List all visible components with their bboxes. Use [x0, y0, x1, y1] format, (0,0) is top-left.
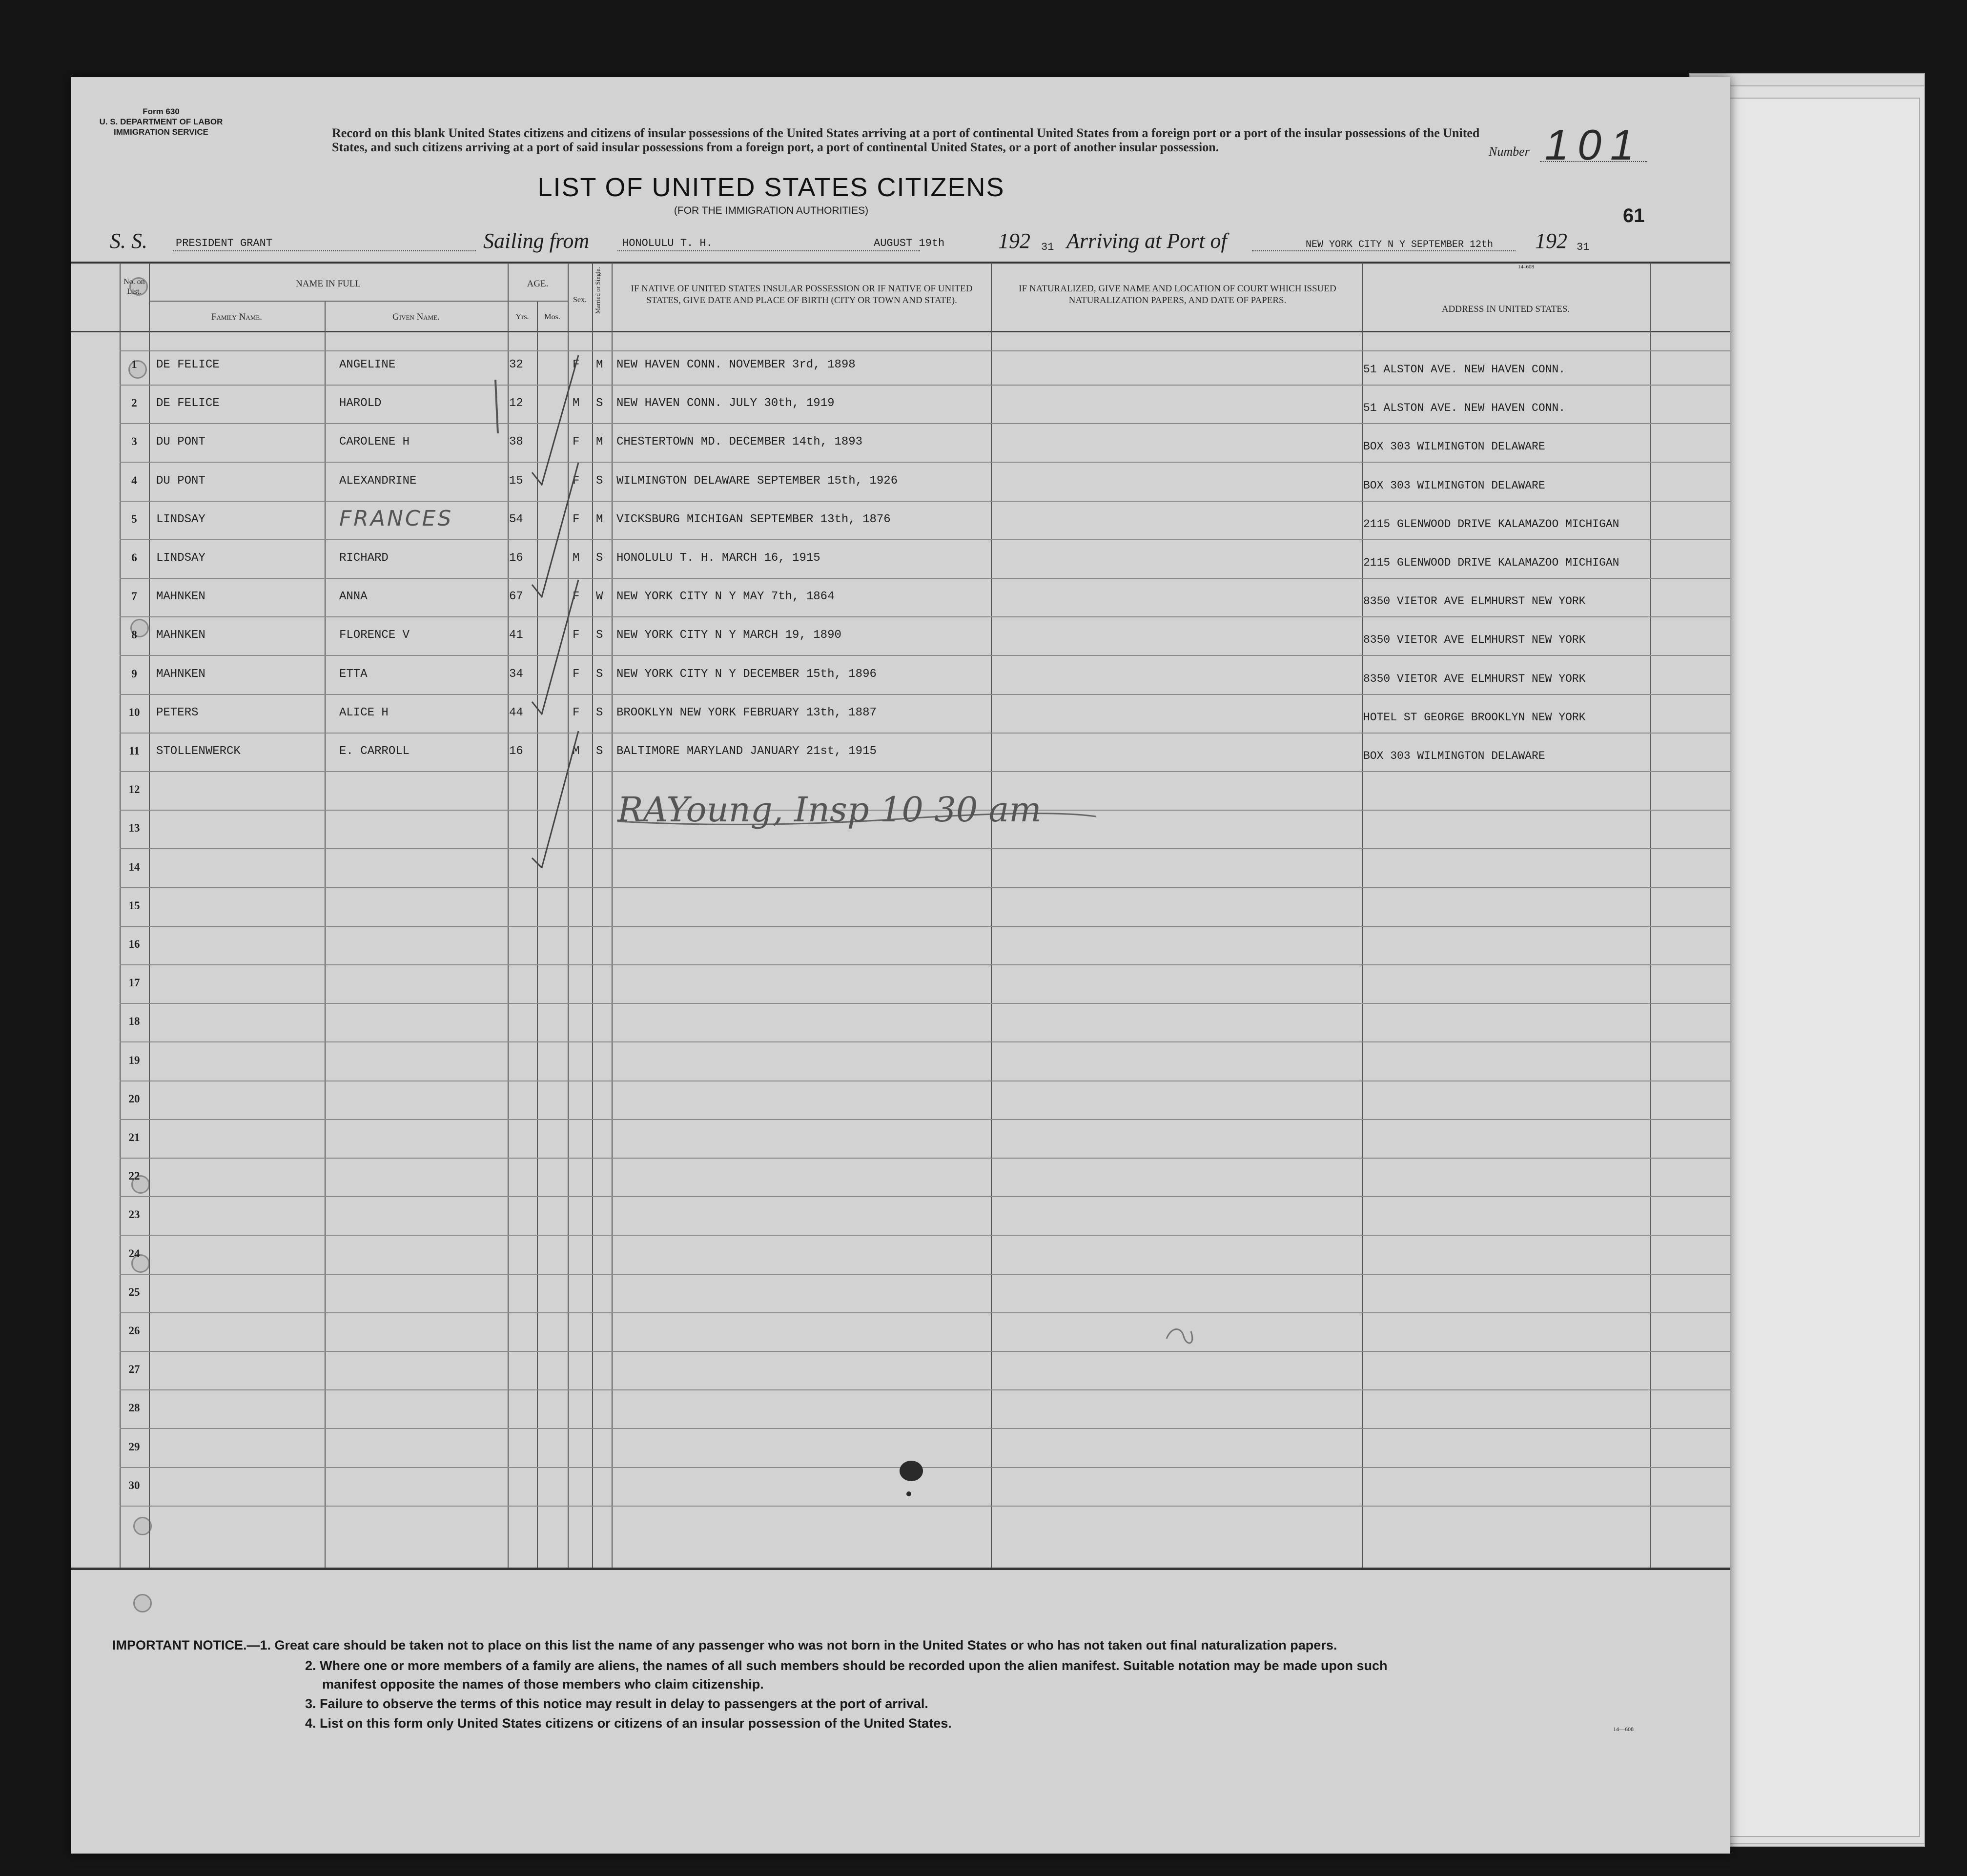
- row-number: 28: [128, 1402, 140, 1414]
- row-number: 18: [128, 1015, 140, 1027]
- address-cell: 51 ALSTON AVE. NEW HAVEN CONN.: [1363, 363, 1566, 376]
- family-name-cell: MAHNKEN: [156, 590, 205, 603]
- row-number: 12: [128, 783, 140, 795]
- address-cell: 8350 VIETOR AVE ELMHURST NEW YORK: [1363, 673, 1586, 685]
- marital-status-cell: M: [596, 358, 603, 371]
- header-bottom-rule: [71, 331, 1730, 332]
- family-name-cell: DU PONT: [156, 474, 205, 488]
- ship-name: PRESIDENT GRANT: [176, 237, 273, 249]
- row-number: 17: [128, 977, 140, 989]
- birthplace-cell: NEW YORK CITY N Y DECEMBER 15th, 1896: [616, 668, 877, 681]
- page-number: 61: [1623, 205, 1645, 226]
- sex-cell: F: [573, 668, 580, 681]
- col-line: [149, 263, 150, 1568]
- age-years-cell: 38: [509, 435, 523, 449]
- arriving-label: Arriving at Port of: [1066, 229, 1227, 253]
- row-rule: [120, 462, 1730, 463]
- row-rule: [120, 1351, 1730, 1352]
- sailing-date: AUGUST 19th: [874, 237, 945, 249]
- department-name: U. S. DEPARTMENT OF LABOR: [99, 117, 223, 126]
- given-name-cell: RICHARD: [339, 551, 389, 565]
- address-cell: 2115 GLENWOOD DRIVE KALAMAZOO MICHIGAN: [1363, 556, 1619, 569]
- notice-line-1: [112, 1638, 1337, 1653]
- row-number: 15: [128, 899, 140, 912]
- year-suffix-2: 31: [1577, 241, 1590, 253]
- address-cell: HOTEL ST GEORGE BROOKLYN NEW YORK: [1363, 711, 1586, 724]
- age-years-cell: 41: [509, 629, 523, 642]
- row-rule: [120, 1119, 1730, 1120]
- row-number: 9: [131, 668, 137, 680]
- number-label: Number: [1489, 144, 1530, 159]
- row-rule: [120, 1003, 1730, 1004]
- binder-hole: [133, 1594, 152, 1612]
- given-name-cell: FLORENCE V: [339, 629, 410, 642]
- row-number: 16: [128, 938, 140, 950]
- row-rule: [120, 848, 1730, 849]
- year-prefix-1: 192: [998, 229, 1030, 253]
- given-name-cell: CAROLENE H: [339, 435, 410, 449]
- header-family-name: Family Name.: [211, 312, 262, 322]
- arriving-port-line: [1252, 250, 1516, 251]
- manifest-sheet: [71, 77, 1730, 1854]
- row-number: 1: [131, 358, 137, 370]
- row-rule: [120, 694, 1730, 695]
- age-years-cell: 12: [509, 397, 523, 410]
- notice-lead: IMPORTANT NOTICE.—: [112, 1638, 260, 1652]
- number-underline: [1540, 161, 1647, 162]
- birthplace-cell: CHESTERTOWN MD. DECEMBER 14th, 1893: [616, 435, 863, 449]
- given-name-cell: ANNA: [339, 590, 368, 603]
- notice-item-2-cont: manifest opposite the names of those members who claim citizenship.: [322, 1677, 764, 1692]
- year-suffix-1: 31: [1041, 241, 1054, 253]
- birthplace-cell: HONOLULU T. H. MARCH 16, 1915: [616, 551, 820, 565]
- row-rule: [120, 539, 1730, 540]
- pencil-scribble: [1162, 1324, 1201, 1348]
- row-number: 24: [128, 1247, 140, 1260]
- ss-label: S. S.: [110, 229, 147, 253]
- ship-name-line: [173, 250, 476, 251]
- given-name-cell: ETTA: [339, 668, 368, 681]
- sex-cell: F: [573, 629, 580, 642]
- header-mos: Mos.: [544, 313, 560, 321]
- row-rule: [120, 1312, 1730, 1313]
- age-years-cell: 54: [509, 513, 523, 526]
- row-number: 14: [128, 861, 140, 873]
- sex-cell: F: [573, 706, 580, 719]
- form-instructions: Record on this blank United States citizens and citizens of insular possessions of the United States arriving at a port of continental United States from a foreign port or a port of the insular possessions of the United States, and such citizens arriving at a port of said insular possessions from a foreign port, a port of continental United States, or a port of another insular possession.: [332, 126, 1480, 154]
- row-rule: [120, 1235, 1730, 1236]
- sailing-label: Sailing from: [483, 229, 590, 253]
- family-name-cell: DU PONT: [156, 435, 205, 449]
- row-rule: [120, 385, 1730, 386]
- address-cell: 8350 VIETOR AVE ELMHURST NEW YORK: [1363, 595, 1586, 608]
- row-number: 22: [128, 1170, 140, 1182]
- birthplace-cell: BROOKLYN NEW YORK FEBRUARY 13th, 1887: [616, 706, 877, 719]
- row-rule: [120, 350, 1730, 351]
- address-cell: 51 ALSTON AVE. NEW HAVEN CONN.: [1363, 402, 1566, 414]
- row-number: 13: [128, 822, 140, 834]
- marital-status-cell: S: [596, 668, 603, 681]
- family-name-cell: LINDSAY: [156, 551, 205, 565]
- sailing-from: HONOLULU T. H.: [622, 237, 713, 249]
- row-number: 21: [128, 1131, 140, 1143]
- header-no-on-list: No. on List.: [123, 278, 145, 296]
- header-sex: Sex.: [573, 296, 587, 304]
- row-rule: [120, 1506, 1730, 1507]
- address-cell: BOX 303 WILMINGTON DELAWARE: [1363, 750, 1545, 762]
- row-number: 29: [128, 1441, 140, 1453]
- notice-item-3: 3. Failure to observe the terms of this notice may result in delay to passengers at the port of arrival.: [305, 1696, 928, 1711]
- col-line: [325, 302, 326, 1568]
- footer-form-code: 14—608: [1613, 1726, 1634, 1733]
- notice-item-4: 4. List on this form only United States citizens or citizens of an insular possession of the United States.: [305, 1716, 952, 1731]
- row-number: 4: [131, 474, 137, 487]
- form-code-top: 14–608: [1518, 264, 1534, 270]
- row-number: 23: [128, 1208, 140, 1221]
- col-line: [991, 263, 992, 1568]
- header-naturalization: IF NATURALIZED, GIVE NAME AND LOCATION OF COURT WHICH ISSUED NATURALIZATION PAPERS, AND DATE OF PAPERS.: [1019, 284, 1336, 306]
- age-years-cell: 44: [509, 706, 523, 719]
- header-married-single: Married or Single.: [594, 267, 601, 314]
- header-name-in-full: NAME IN FULL: [296, 279, 361, 289]
- row-rule: [120, 1428, 1730, 1429]
- marital-status-cell: S: [596, 629, 603, 642]
- col-line: [1650, 263, 1651, 1568]
- family-name-cell: MAHNKEN: [156, 629, 205, 642]
- notice-item-1: 1. Great care should be taken not to place on this list the name of any passenger who was not born in the United States or who has not taken out final naturalization papers.: [260, 1638, 1337, 1652]
- col-line: [1362, 263, 1363, 1568]
- family-name-cell: DE FELICE: [156, 397, 220, 410]
- row-number: 6: [131, 551, 137, 564]
- inspector-signature: RAYoung, Insp 10 30 am: [617, 790, 1042, 830]
- notice-item-2: 2. Where one or more members of a family are aliens, the names of all such members should be recorded upon the alien manifest. Suitable notation may be made upon such: [305, 1658, 1388, 1673]
- row-rule: [120, 1467, 1730, 1468]
- marital-status-cell: S: [596, 397, 603, 410]
- header-yrs: Yrs.: [515, 313, 529, 321]
- row-rule: [120, 771, 1730, 772]
- row-number: 19: [128, 1054, 140, 1066]
- row-number: 25: [128, 1286, 140, 1298]
- row-rule: [120, 887, 1730, 888]
- family-name-cell: MAHNKEN: [156, 668, 205, 681]
- sex-cell: M: [573, 397, 580, 410]
- page-subtitle: (FOR THE IMMIGRATION AUTHORITIES): [674, 205, 869, 216]
- row-number: 30: [128, 1479, 140, 1491]
- row-number: 2: [131, 397, 137, 409]
- under-sheet-3: [1723, 98, 1920, 1837]
- row-rule: [120, 1196, 1730, 1197]
- given-name-cell: HAROLD: [339, 397, 382, 410]
- bracket-mark: [491, 375, 510, 438]
- row-rule: [120, 964, 1730, 965]
- birthplace-cell: NEW HAVEN CONN. NOVEMBER 3rd, 1898: [616, 358, 856, 371]
- col-line: [508, 263, 509, 1568]
- age-years-cell: 32: [509, 358, 523, 371]
- birthplace-cell: NEW HAVEN CONN. JULY 30th, 1919: [616, 397, 835, 410]
- row-number: 11: [129, 745, 140, 757]
- address-cell: 2115 GLENWOOD DRIVE KALAMAZOO MICHIGAN: [1363, 518, 1619, 530]
- row-rule: [120, 578, 1730, 579]
- given-name-cell: E. CARROLL: [339, 745, 410, 758]
- birthplace-cell: NEW YORK CITY N Y MAY 7th, 1864: [616, 590, 835, 603]
- marital-status-cell: W: [596, 590, 603, 603]
- row-number: 26: [128, 1325, 140, 1337]
- header-age: AGE.: [527, 279, 549, 289]
- marital-status-cell: M: [596, 435, 603, 449]
- sex-cell: F: [573, 358, 580, 371]
- row-rule: [120, 616, 1730, 617]
- row-rule: [120, 733, 1730, 734]
- row-rule: [120, 655, 1730, 656]
- marital-status-cell: S: [596, 474, 603, 488]
- row-rule: [120, 1158, 1730, 1159]
- family-name-cell: LINDSAY: [156, 513, 205, 526]
- header-birthplace: IF NATIVE OF UNITED STATES INSULAR POSSESSION OR IF NATIVE OF UNITED STATES, GIVE DATE AND PLACE OF BIRTH (CITY OR TOWN AND STATE).: [631, 284, 973, 306]
- birthplace-cell: VICKSBURG MICHIGAN SEPTEMBER 13th, 1876: [616, 513, 891, 526]
- address-cell: 8350 VIETOR AVE ELMHURST NEW YORK: [1363, 633, 1586, 646]
- row-number: 3: [131, 435, 137, 448]
- sex-cell: F: [573, 513, 580, 526]
- row-number: 10: [128, 706, 140, 718]
- given-name-cell: ALEXANDRINE: [339, 474, 417, 488]
- page-title: LIST OF UNITED STATES CITIZENS: [537, 173, 1005, 202]
- marital-status-cell: M: [596, 513, 603, 526]
- address-cell: BOX 303 WILMINGTON DELAWARE: [1363, 440, 1545, 453]
- sex-cell: F: [573, 474, 580, 488]
- birthplace-cell: WILMINGTON DELAWARE SEPTEMBER 15th, 1926: [616, 474, 898, 488]
- name-subheader-rule: [149, 301, 569, 302]
- row-rule: [120, 501, 1730, 502]
- given-name-cell: ANGELINE: [339, 358, 396, 371]
- header-address: ADDRESS IN UNITED STATES.: [1441, 304, 1570, 314]
- row-number: 7: [131, 590, 137, 602]
- table-bottom-border: [71, 1568, 1730, 1570]
- row-rule: [120, 1389, 1730, 1390]
- sex-cell: F: [573, 435, 580, 449]
- marital-status-cell: S: [596, 706, 603, 719]
- age-years-cell: 16: [509, 745, 523, 758]
- form-number: Form 630: [143, 107, 180, 116]
- ink-blot-small: [906, 1491, 911, 1496]
- row-rule: [120, 423, 1730, 424]
- row-number: 27: [128, 1363, 140, 1375]
- row-rule: [120, 926, 1730, 927]
- row-number: 20: [128, 1093, 140, 1105]
- given-name-cell: FRANCES: [339, 506, 453, 531]
- marital-status-cell: S: [596, 551, 603, 565]
- sex-cell: M: [573, 551, 580, 565]
- family-name-cell: PETERS: [156, 706, 199, 719]
- ink-blot: [900, 1461, 923, 1481]
- age-years-cell: 16: [509, 551, 523, 565]
- family-name-cell: STOLLENWERCK: [156, 745, 241, 758]
- service-name: IMMIGRATION SERVICE: [114, 127, 208, 137]
- sex-cell: F: [573, 590, 580, 603]
- address-cell: BOX 303 WILMINGTON DELAWARE: [1363, 479, 1545, 492]
- list-number: 101: [1545, 121, 1643, 169]
- row-rule: [120, 1041, 1730, 1042]
- age-years-cell: 15: [509, 474, 523, 488]
- birthplace-cell: BALTIMORE MARYLAND JANUARY 21st, 1915: [616, 745, 877, 758]
- check-marks: [525, 350, 622, 868]
- birthplace-cell: NEW YORK CITY N Y MARCH 19, 1890: [616, 629, 841, 642]
- row-number: 8: [131, 629, 137, 641]
- form-identifier: [98, 106, 225, 137]
- header-given-name: Given Name.: [392, 312, 440, 322]
- row-rule: [120, 1274, 1730, 1275]
- year-prefix-2: 192: [1535, 229, 1567, 253]
- sex-cell: M: [573, 745, 580, 758]
- age-years-cell: 67: [509, 590, 523, 603]
- family-name-cell: DE FELICE: [156, 358, 220, 371]
- sailing-from-line: [617, 250, 920, 251]
- given-name-cell: ALICE H: [339, 706, 389, 719]
- table-top-border: [71, 262, 1730, 264]
- arriving-port: NEW YORK CITY N Y SEPTEMBER 12th: [1306, 239, 1494, 250]
- age-years-cell: 34: [509, 668, 523, 681]
- row-number: 5: [131, 513, 137, 525]
- marital-status-cell: S: [596, 745, 603, 758]
